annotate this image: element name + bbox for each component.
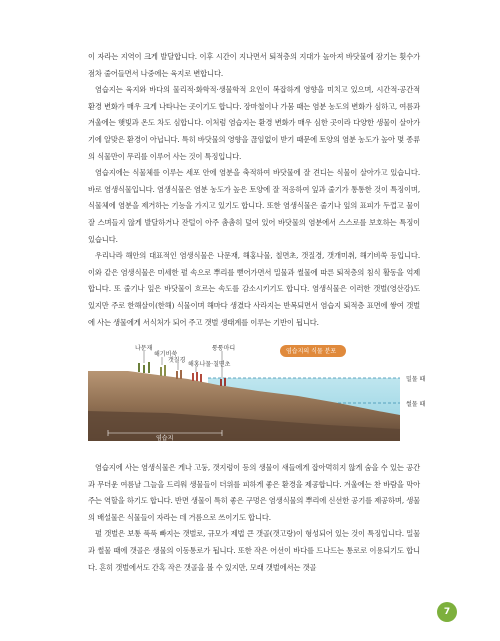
- label-low-tide: 썰물 때: [406, 401, 426, 408]
- paragraph: 염습지에는 식물체를 이루는 세포 안에 염분을 축적하여 바닷물에 잘 견디는 식물이 살아가고 있습니다. 바로 염생식물입니다. 염생식물은 염분 농도가 높은 토양에 잘 적응하여 잎과 줄기가 통통한 것이 특징이며, 식물체에 염분을 제거하는 기능을 가지고 있기도 합니다. 또한 염생식물은 줄기나 잎의 표피가 두껍고 물이 잘 스며들지 않게 발달하거나 잔털이 아주 촘촘히 덮여 있어 바닷물의 염분에서 스스로를 보호하는 특징이 있습니다.: [88, 168, 420, 244]
- plant-gaetjilgyeong: [176, 370, 182, 379]
- page-number-badge: [437, 602, 457, 622]
- legend-label: 염습지의 식물 분포: [286, 348, 337, 355]
- label-marsh: 염습지: [156, 435, 174, 441]
- page-number: 7: [443, 607, 451, 617]
- paragraph: 우리나라 해안의 대표적인 염생식물은 나문재, 해홍나물, 칠면초, 갯질경, 갯개미취, 해기비쑥 등입니다. 이와 같은 염생식물은 미세한 펄 속으로 뿌리를 뻗어가면서 밀물과 썰물에 따른 퇴적층의 침식 활동을 억제합니다. 또 줄기나 잎은 바닷물이 흐르는 속도를 감소시키기도 합니다. 염생식물은 이러한 갯벌(영산강)도 있지만 주로 한해살이(한해) 식물이며 해마다 생겼다 사라지는 반복되면서 염습지 퇴적층 표면에 쌓여 갯벌에 사는 생물에게 서식처가 되어 주고 갯벌 생태계를 이루는 기반이 됩니다.: [88, 251, 420, 327]
- paragraph: 이 자라는 지역이 크게 발달합니다. 이후 시간이 지나면서 퇴적층의 지대가 높아져 바닷물에 잠기는 횟수가 점차 줄어들면서 나중에는 육지로 변합니다.: [88, 52, 420, 78]
- label-high-tide: 밀물 때: [406, 376, 426, 383]
- body-text-bottom: [88, 460, 420, 576]
- label-haehongnamul: 해홍나물·칠면초: [188, 361, 231, 368]
- salt-marsh-figure: [88, 341, 446, 441]
- body-text-top: [88, 49, 420, 331]
- plant-narmunjae: [138, 362, 150, 373]
- salt-marsh-illustration: [88, 341, 446, 441]
- paragraph: 염습지에 사는 염생식물은 게나 고둥, 갯지렁이 등의 생물이 새들에게 잡아먹히지 않게 숨을 수 있는 공간과 무더운 여름날 그늘을 드리워 생물들이 더위를 피하게 좋은 환경을 제공합니다. 겨울에는 찬 바람을 막아 주는 역할을 하기도 합니다. 반면 생물이 특히 좋은 구멍은 염생식물의 뿌리에 신선한 공기를 제공하며, 생물의 배설물은 식물들이 자라는 데 거름으로 쓰이기도 합니다.: [88, 463, 420, 522]
- label-tongbosari: 퉁퉁마디: [212, 345, 236, 352]
- label-narmunjae: 나문재: [135, 345, 153, 352]
- paragraph: 펄 갯벌은 보통 푹푹 빠지는 갯벌로, 규모가 제법 큰 갯골(갯고랑)이 형성되어 있는 것이 특징입니다. 밀물과 썰물 때에 갯골은 생물의 이동통로가 됩니다. 또한 작은 어선이 바다를 드나드는 통로로 이용되기도 합니다. 흔히 갯벌에서도 간혹 작은 갯골을 볼 수 있지만, 모래 갯벌에서는 갯골: [88, 529, 420, 572]
- label-haegibissuk: 해기비쑥: [154, 351, 178, 358]
- paragraph: 염습지는 육지와 바다의 물리적·화학적·생물학적 요인이 복잡하게 영향을 미치고 있으며, 시간적·공간적 환경 변화가 매우 크게 나타나는 곳이기도 합니다. 장마철이나 가뭄 때는 염분 농도의 변화가 심하고, 여름과 겨울에는 햇빛과 온도 차도 심합니다. 이처럼 염습지는 환경 변화가 매우 심한 곳이라 다양한 생물이 살아가기에 알맞은 환경이 아닙니다. 특히 바닷물의 영향을 끊임없이 받기 때문에 토양의 염분 농도가 높아 몇 종류의 식물만이 무리를 이루어 사는 것이 특징입니다.: [88, 85, 420, 161]
- label-gaetjilgyeong: 갯질경: [168, 357, 186, 364]
- plant-haehongnamul: [192, 372, 202, 382]
- plant-haegibissuk: [160, 365, 166, 376]
